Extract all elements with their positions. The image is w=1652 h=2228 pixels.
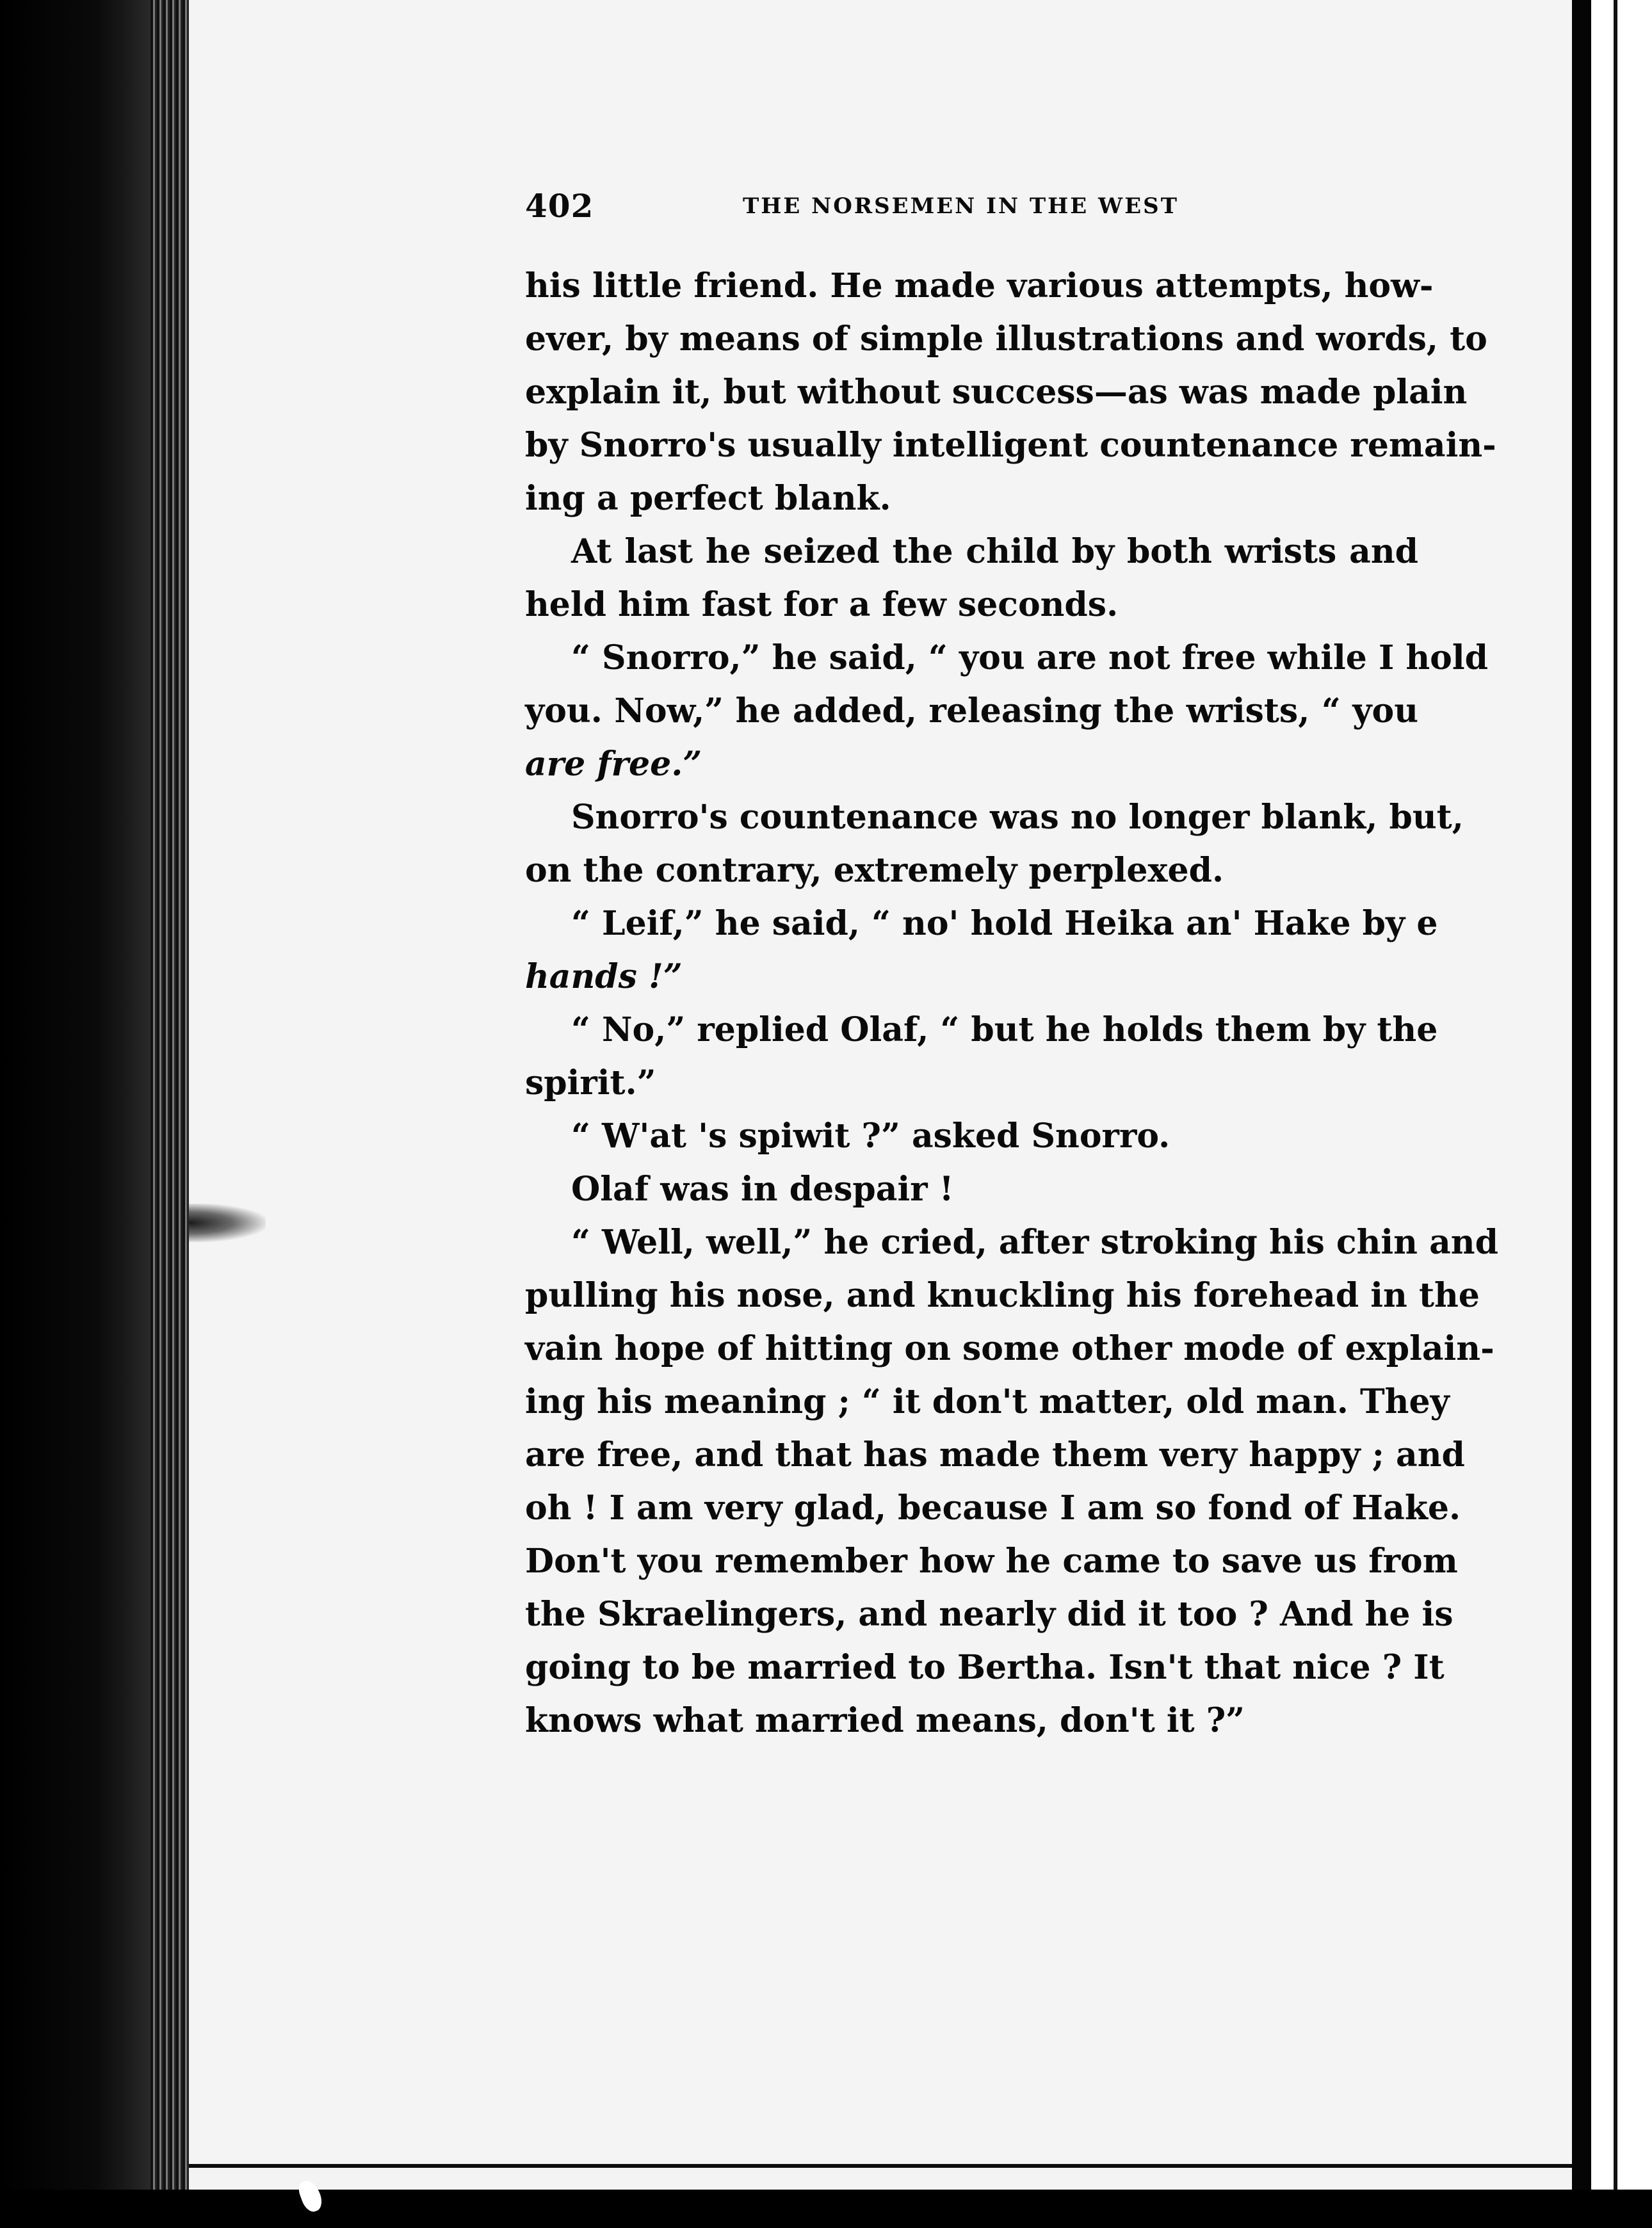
text-line: by Snorro's usually intelligent countenance remain-: [525, 426, 1496, 465]
text-line: ing a perfect blank.: [525, 479, 891, 518]
binding-edge: [150, 0, 189, 2228]
book-binding: [0, 0, 150, 2228]
text-line: his little friend. He made various attempts, how-: [525, 266, 1434, 305]
text-line: pulling his nose, and knuckling his forehead in the: [525, 1276, 1480, 1315]
page-number: 402: [525, 187, 594, 225]
text-line: are free, and that has made them very happy ; and: [525, 1435, 1465, 1474]
bottom-scan-edge: [0, 2190, 1652, 2228]
text-line: “ No,” replied Olaf, “ but he holds them by the: [571, 1010, 1438, 1049]
text-line: “ Snorro,” he said, “ you are not free while I hold: [571, 638, 1488, 677]
adjacent-page-strip: [1591, 0, 1652, 2190]
text-line: oh ! I am very glad, because I am so fond of Hake.: [525, 1489, 1461, 1528]
text-line: are free.”: [525, 745, 702, 784]
text-line: “ Leif,” he said, “ no' hold Heika an' Hake by e: [571, 904, 1438, 943]
text-line: Olaf was in despair !: [571, 1170, 954, 1209]
running-title: THE NORSEMEN IN THE WEST: [743, 193, 1179, 219]
text-line: hands !”: [525, 957, 683, 996]
body-text: [525, 259, 1498, 1747]
text-line: the Skraelingers, and nearly did it too ? And he is: [525, 1595, 1454, 1634]
adjacent-page-edge: [1614, 0, 1617, 2190]
text-line: vain hope of hitting on some other mode of explain-: [525, 1329, 1494, 1368]
running-head: [525, 187, 1210, 225]
text-line: going to be married to Bertha. Isn't that nice ? It: [525, 1648, 1445, 1687]
text-line: “ W'at 's spiwit ?” asked Snorro.: [571, 1117, 1170, 1156]
page-mark: [189, 1204, 266, 1242]
text-line: you. Now,” he added, releasing the wrists, “ you: [525, 691, 1418, 731]
text-line: knows what married means, don't it ?”: [525, 1701, 1245, 1740]
text-line: ever, by means of simple illustrations and words, to: [525, 319, 1487, 359]
text-line: held him fast for a few seconds.: [525, 585, 1119, 624]
text-line: ing his meaning ; “ it don't matter, old man. They: [525, 1382, 1450, 1421]
text-line: explain it, but without success—as was made plain: [525, 373, 1468, 412]
text-line: “ Well, well,” he cried, after stroking his chin and: [571, 1223, 1498, 1262]
right-scan-edge: [1572, 0, 1591, 2190]
text-line: Don't you remember how he came to save us from: [525, 1542, 1458, 1581]
text-line: At last he seized the child by both wrists and: [571, 532, 1418, 571]
text-line: spirit.”: [525, 1063, 656, 1102]
text-line: Snorro's countenance was no longer blank, but,: [571, 798, 1464, 837]
text-line: on the contrary, extremely perplexed.: [525, 851, 1224, 890]
